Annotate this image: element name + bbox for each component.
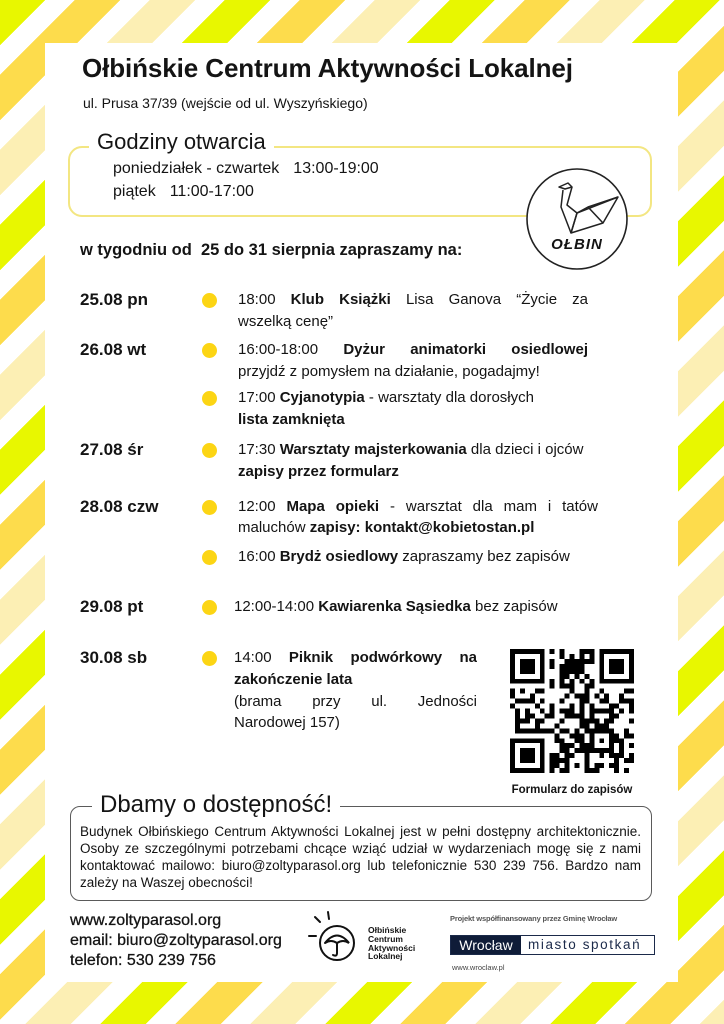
event-title: Brydż osiedlowy (279, 548, 399, 565)
event-detail: zapraszamy bez zapisów (402, 548, 570, 565)
event-line (238, 339, 588, 361)
olbin-logo (525, 167, 629, 271)
event-detail: maluchów (238, 519, 306, 536)
bullet-icon (202, 443, 217, 458)
event-line (238, 387, 534, 409)
qr-code-icon (510, 649, 634, 773)
accessibility-title: Dbamy o dostępność! (92, 790, 340, 820)
event-detail: Narodowej 157) (234, 714, 340, 731)
event-note: zapisy: kontakt@kobietostan.pl (309, 519, 535, 536)
bullet-icon (202, 293, 217, 308)
wroclaw-brand-logo (450, 935, 655, 955)
event-line (238, 546, 570, 568)
logo-label: OŁBIN (551, 236, 603, 253)
bullet-icon (202, 600, 217, 615)
event-line (234, 647, 477, 669)
event-time: 14:00 (234, 649, 272, 666)
event-date: 27.08 śr (80, 440, 144, 459)
footer-website: www.zoltyparasol.org (70, 912, 222, 929)
event-detail: - warsztaty dla dorosłych (368, 389, 534, 406)
event-time: 12:00-14:00 (234, 598, 315, 615)
event-line (238, 289, 588, 311)
event-detail: bez zapisów (475, 598, 558, 615)
org-logo-text (368, 926, 415, 961)
bullet-icon (202, 343, 217, 358)
hours-days: piątek (113, 183, 156, 200)
hours-row (113, 181, 254, 203)
hours-time: 11:00-17:00 (169, 183, 254, 200)
bullet-icon (202, 550, 217, 565)
bullet-icon (202, 500, 217, 515)
qr-caption: Formularz do zapisów (511, 784, 633, 796)
event-time: 16:00 (238, 548, 276, 565)
event-title: zakończenie lata (234, 671, 353, 688)
umbrella-logo (305, 908, 365, 968)
event-detail: - warsztat dla mam i tatów (390, 498, 598, 515)
event-date: 28.08 czw (80, 497, 159, 516)
event-title: Cyjanotypia (279, 389, 365, 406)
hours-days: poniedziałek - czwartek (113, 160, 280, 177)
event-note: zapisy przez formularz (238, 463, 399, 480)
sponsor-note: Projekt współfinansowany przez Gminę Wrocław (450, 914, 618, 923)
event-time: 12:00 (238, 498, 276, 515)
event-line (238, 439, 583, 461)
event-date: 26.08 wt (80, 340, 147, 359)
event-title: Piknik podwórkowy na (288, 649, 477, 666)
event-detail: (brama przy ul. Jedności (234, 693, 477, 710)
event-detail: wszelką cenę” (238, 313, 334, 330)
hours-row (113, 158, 379, 180)
event-detail: dla dzieci i ojców (470, 441, 584, 458)
page-title: Ołbińskie Centrum Aktywności Lokalnej (82, 53, 573, 83)
brand-name: Wrocław (451, 936, 521, 954)
schedule-intro: w tygodniu od 25 do 31 sierpnia zapraszamy na: (80, 241, 463, 259)
event-detail: Lisa Ganova “Życie za (405, 291, 588, 308)
event-title: Warsztaty majsterkowania (279, 441, 467, 458)
address: ul. Prusa 37/39 (wejście od ul. Wyszyńskiego) (83, 95, 368, 111)
accessibility-body: Budynek Ołbińskiego Centrum Aktywności Lokalnej jest w pełni dostępny architektonicznie. Osoby ze szczególnymi potrzebami chcące wziąć udział w wydarzeniach mogę się z nami kontaktować mailowo: biuro@zoltyparasol.org lub telefonicznie 530 239 756. Bardzo nam zależy na Waszej obecności! (80, 824, 641, 890)
opening-hours-title: Godziny otwarcia (89, 127, 274, 157)
event-time: 17:00 (238, 389, 276, 406)
event-line (238, 517, 534, 539)
umbrella-sun-icon (305, 908, 365, 968)
event-date: 25.08 pn (80, 290, 149, 309)
event-title: Kawiarenka Sąsiedka (318, 598, 471, 615)
event-time: 16:00-18:00 (238, 341, 319, 358)
event-detail: przyjdź z pomysłem na działanie, pogadajmy! (238, 363, 540, 380)
event-time: 17:30 (238, 441, 276, 458)
city-url: www.wroclaw.pl (452, 963, 505, 972)
event-date: 29.08 pt (80, 597, 144, 616)
bullet-icon (202, 391, 217, 406)
org-logo-line: Centrum (368, 933, 403, 944)
event-time: 18:00 (238, 291, 276, 308)
org-logo-line: Lokalnej (368, 951, 403, 962)
event-note: lista zamknięta (238, 411, 345, 428)
footer-phone: telefon: 530 239 756 (70, 952, 216, 969)
hours-time: 13:00-19:00 (293, 160, 379, 177)
origami-swan-icon (525, 167, 629, 271)
event-line (238, 496, 598, 518)
org-logo-line: Ołbińskie (368, 925, 407, 935)
qr-code (510, 649, 634, 773)
org-logo-line: Aktywności (368, 942, 416, 953)
event-title: Mapa opieki (286, 498, 380, 515)
event-title: Klub Książki (290, 291, 391, 308)
footer-email: email: biuro@zoltyparasol.org (70, 932, 282, 949)
event-line (234, 596, 558, 618)
event-title: Dyżur animatorki osiedlowej (343, 341, 588, 358)
brand-slogan: miasto spotkań (528, 937, 642, 952)
event-date: 30.08 sb (80, 648, 148, 667)
bullet-icon (202, 651, 217, 666)
